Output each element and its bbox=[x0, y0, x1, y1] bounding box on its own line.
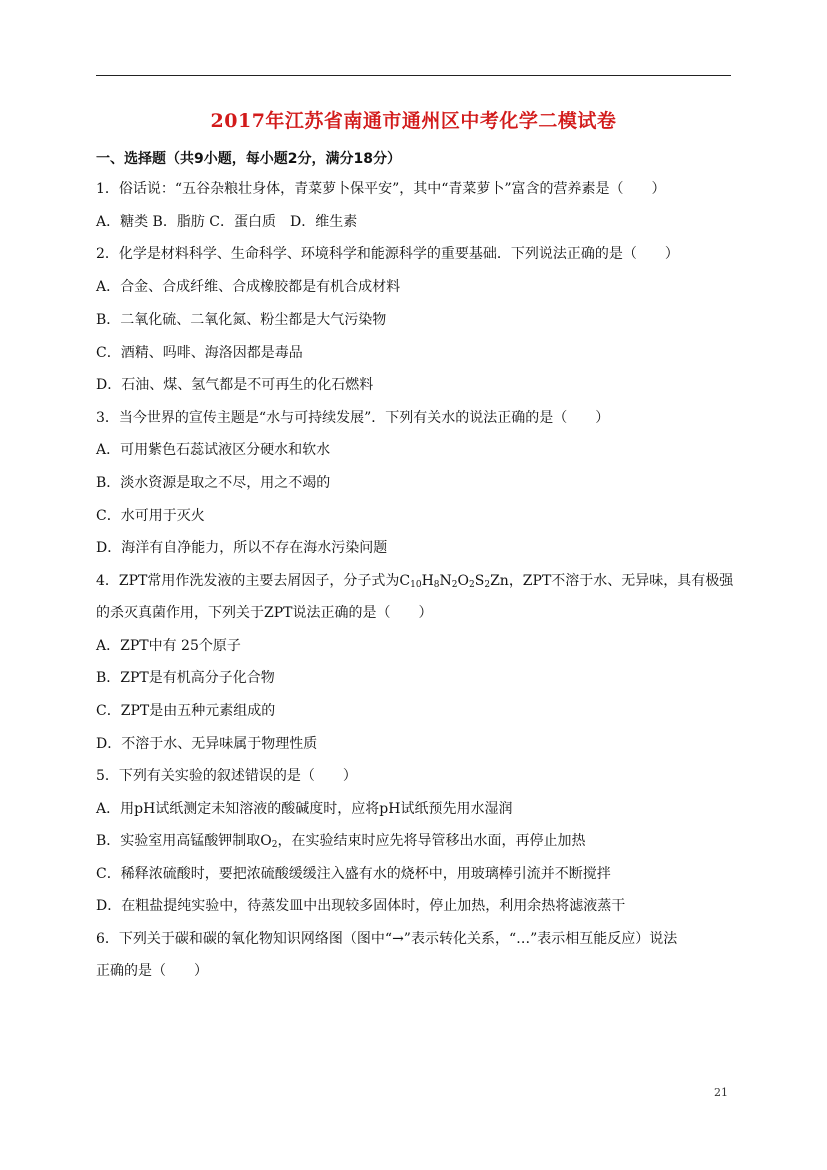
page-title: 2017年江苏省南通市通州区中考化学二模试卷 bbox=[210, 110, 617, 132]
question-3-stem: 3．当今世界的宣传主题是“水与可持续发展”．下列有关水的说法正确的是（ ） bbox=[96, 410, 610, 426]
question-6-stem-line2: 正确的是（ ） bbox=[96, 963, 208, 979]
formula-sub-10: 10 bbox=[410, 580, 422, 590]
formula-h: H bbox=[421, 573, 434, 589]
q4-stem-pre: 4．ZPT常用作洗发液的主要去屑因子，分子式为 bbox=[96, 573, 400, 589]
question-5-option-d: D．在粗盐提纯实验中，待蒸发皿中出现较多固体时，停止加热，利用余热将滤液蒸干 bbox=[96, 898, 626, 914]
formula-o: O bbox=[457, 573, 469, 589]
question-2-option-c: C．酒精、吗啡、海洛因都是毒品 bbox=[96, 345, 303, 361]
question-1-options: A．糖类 B．脂肪 C．蛋白质 D．维生素 bbox=[96, 214, 358, 230]
question-5-stem: 5．下列有关实验的叙述错误的是（ ） bbox=[96, 768, 357, 784]
formula-s: S bbox=[474, 573, 485, 589]
formula-sub-2b: 2 bbox=[469, 580, 475, 590]
formula-sub-2a: 2 bbox=[451, 580, 458, 590]
question-2-option-b: B．二氧化硫、二氧化氮、粉尘都是大气污染物 bbox=[96, 312, 387, 328]
question-5-option-a: A．用pH试纸测定未知溶液的酸碱度时，应将pH试纸预先用水湿润 bbox=[96, 801, 513, 817]
question-4-option-b: B．ZPT是有机高分子化合物 bbox=[96, 670, 275, 686]
header-rule bbox=[96, 75, 731, 76]
section-heading: 一、选择题（共9小题，每小题2分，满分18分） bbox=[96, 151, 401, 167]
question-6-stem: 6．下列关于碳和碳的氧化物知识网络图（图中“→”表示转化关系，“…”表示相互能反应）说法 bbox=[96, 931, 678, 947]
question-2-option-a: A．合金、合成纤维、合成橡胶都是有机合成材料 bbox=[96, 279, 401, 295]
q4-stem-post: ，ZPT不溶于水、无异味，具有极强 bbox=[508, 573, 734, 589]
formula-c: C bbox=[399, 573, 411, 589]
question-5-option-c: C．稀释浓硫酸时，要把浓硫酸缓缓注入盛有水的烧杯中，用玻璃棒引流并不断搅拌 bbox=[96, 866, 611, 882]
question-1-stem: 1．俗话说：“五谷杂粮壮身体，青菜萝卜保平安”，其中“青菜萝卜”富含的营养素是（ ） bbox=[96, 181, 666, 197]
question-3-option-c: C．水可用于灭火 bbox=[96, 508, 205, 524]
q5-b-sub: 2 bbox=[271, 840, 278, 850]
question-4-stem bbox=[96, 572, 733, 590]
q5-b-pre: B．实验室用高锰酸钾制取O bbox=[96, 833, 272, 849]
question-4-option-c: C．ZPT是由五种元素组成的 bbox=[96, 703, 276, 719]
formula-n: N bbox=[439, 573, 452, 589]
formula-sub-2c: 2 bbox=[484, 580, 491, 590]
formula-zn: Zn bbox=[490, 573, 509, 589]
question-4-stem-line2: 的杀灭真菌作用，下列关于ZPT说法正确的是（ ） bbox=[96, 605, 433, 621]
question-3-option-b: B．淡水资源是取之不尽，用之不竭的 bbox=[96, 475, 331, 491]
question-3-option-d: D．海洋有自净能力，所以不存在海水污染问题 bbox=[96, 540, 388, 556]
question-2-stem: 2．化学是材料科学、生命科学、环境科学和能源科学的重要基础．下列说法正确的是（ ） bbox=[96, 246, 679, 262]
question-5-option-b bbox=[96, 832, 586, 850]
question-4-option-a: A．ZPT中有 25个原子 bbox=[96, 638, 241, 654]
question-4-option-d: D．不溶于水、无异味属于物理性质 bbox=[96, 736, 318, 752]
q5-b-post: ，在实验结束时应先将导管移出水面，再停止加热 bbox=[277, 833, 586, 849]
question-3-option-a: A．可用紫色石蕊试液区分硬水和软水 bbox=[96, 442, 331, 458]
formula-sub-8: 8 bbox=[433, 580, 440, 590]
question-2-option-d: D．石油、煤、氢气都是不可再生的化石燃料 bbox=[96, 377, 374, 393]
page-number: 21 bbox=[714, 1086, 728, 1099]
